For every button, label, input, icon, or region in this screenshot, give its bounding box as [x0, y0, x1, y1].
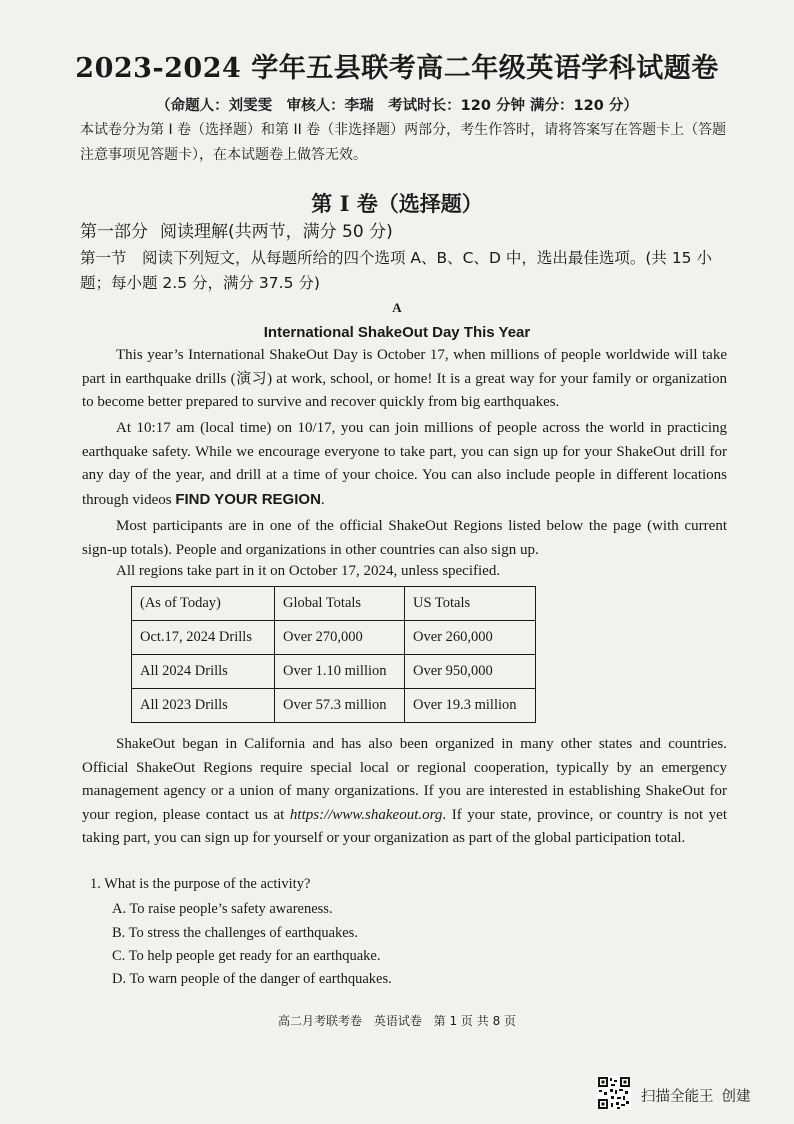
scanner-app-name: 扫描全能王: [641, 1089, 714, 1105]
table-header-cell: Global Totals: [275, 587, 405, 621]
paragraph-1: [82, 344, 727, 415]
scanner-action: 创建: [721, 1089, 751, 1105]
table-header-cell: US Totals: [405, 587, 536, 621]
subsection-description: 第一节 阅读下列短文，从每题所给的四个选项 A、B、C、D 中，选出最佳选项。(共 15 小题；每小题 2.5 分，满分 37.5 分): [80, 249, 712, 292]
qr-code-icon: [597, 1076, 631, 1110]
table-header-cell: (As of Today): [132, 587, 275, 621]
table-cell: All 2023 Drills: [132, 689, 275, 723]
paragraph-1-text: This year’s International ShakeOut Day is October 17, when millions of people worldwide will take part in earthquake drills (演习) at work, school, or home! It is a great way for your family or organization to become better prepared to survive and recover quickly from big earthquakes.: [82, 347, 727, 410]
footer-page: 第 1 页 共 8 页: [433, 1014, 517, 1028]
table-cell: Over 260,000: [405, 621, 536, 655]
question-1-option-b: B. To stress the challenges of earthquakes.: [112, 925, 358, 941]
paragraph-2-text: At 10:17 am (local time) on 10/17, you can join millions of people across the world in practicing earthquake safety. While we encourage everyone to take part, you can sign up for your ShakeOut drill for any day of the year, and drill at a time of your choice. You can also include people in different locations through videos: [82, 420, 727, 508]
shakeout-link[interactable]: https://www.shakeout.org: [289, 806, 443, 823]
exam-meta: （命题人：刘雯雯 审核人：李瑞 考试时长：120 分钟 满分：120 分）: [156, 98, 638, 114]
table-cell: All 2024 Drills: [132, 655, 275, 689]
paragraph-3: [82, 515, 727, 562]
passage-title: International ShakeOut Day This Year: [263, 324, 531, 341]
section-label: 第一部分: [80, 222, 148, 242]
table-cell: Over 19.3 million: [405, 689, 536, 723]
paragraph-5-end: . If your state, province, or country is not yet taking part, you can sign up for yourself or your organization as part of the global participation total.: [82, 806, 728, 846]
regions-note: All regions take part in it on October 17, 2024, unless specified.: [116, 563, 501, 579]
exam-title: 2023-2024 学年五县联考高二年级英语学科试题卷: [75, 53, 719, 84]
scanner-label: [641, 1085, 759, 1106]
table-cell: Over 57.3 million: [275, 689, 405, 723]
footer-exam: 高二月考联考卷: [277, 1014, 362, 1028]
find-your-region-text: FIND YOUR REGION: [175, 490, 321, 508]
footer-subject: 英语试卷: [373, 1014, 422, 1028]
table-header-row: [132, 587, 536, 621]
paragraph-5: [82, 733, 727, 851]
paragraph-3-text: Most participants are in one of the official ShakeOut Regions listed below the page (with current sign-up totals). People and organizations in other countries can also sign up.: [82, 518, 727, 558]
exam-instructions: 本试卷分为第 I 卷（选择题）和第 II 卷（非选择题）两部分，考生作答时，请将答案写在答题卡上（答题注意事项见答题卡），在本试题卷上做答无效。: [80, 122, 727, 163]
table-row: [132, 655, 536, 689]
passage-letter: A: [392, 300, 402, 315]
question-1-option-a: A. To raise people’s safety awareness.: [112, 901, 333, 917]
section-name: 阅读理解(共两节，满分 50 分): [160, 222, 393, 242]
question-1-option-c: C. To help people get ready for an earthquake.: [112, 948, 381, 964]
table-cell: Over 270,000: [275, 621, 405, 655]
question-1-stem: 1. What is the purpose of the activity?: [90, 876, 311, 892]
table-row: [132, 621, 536, 655]
table-cell: Over 1.10 million: [275, 655, 405, 689]
shakeout-totals-table: [131, 586, 536, 723]
section-heading: [80, 217, 405, 242]
paragraph-2: [82, 417, 727, 512]
question-1-option-d: D. To warn people of the danger of earthquakes.: [112, 971, 392, 987]
page-footer: [0, 1012, 794, 1029]
table-row: [132, 689, 536, 723]
table-cell: Oct.17, 2024 Drills: [132, 621, 275, 655]
table-cell: Over 950,000: [405, 655, 536, 689]
scanner-watermark: [597, 1076, 777, 1112]
paragraph-2-end: .: [320, 491, 325, 508]
part-title: 第 I 卷（选择题）: [311, 191, 483, 216]
paragraph-5-text: ShakeOut began in California and has also been organized in many other states and countries. Official ShakeOut Regions require special local or regional cooperation, typically by an emergency management agency or a union of many organizations. If you are interested in establishing ShakeOut for your region, please contact us at: [82, 736, 727, 823]
